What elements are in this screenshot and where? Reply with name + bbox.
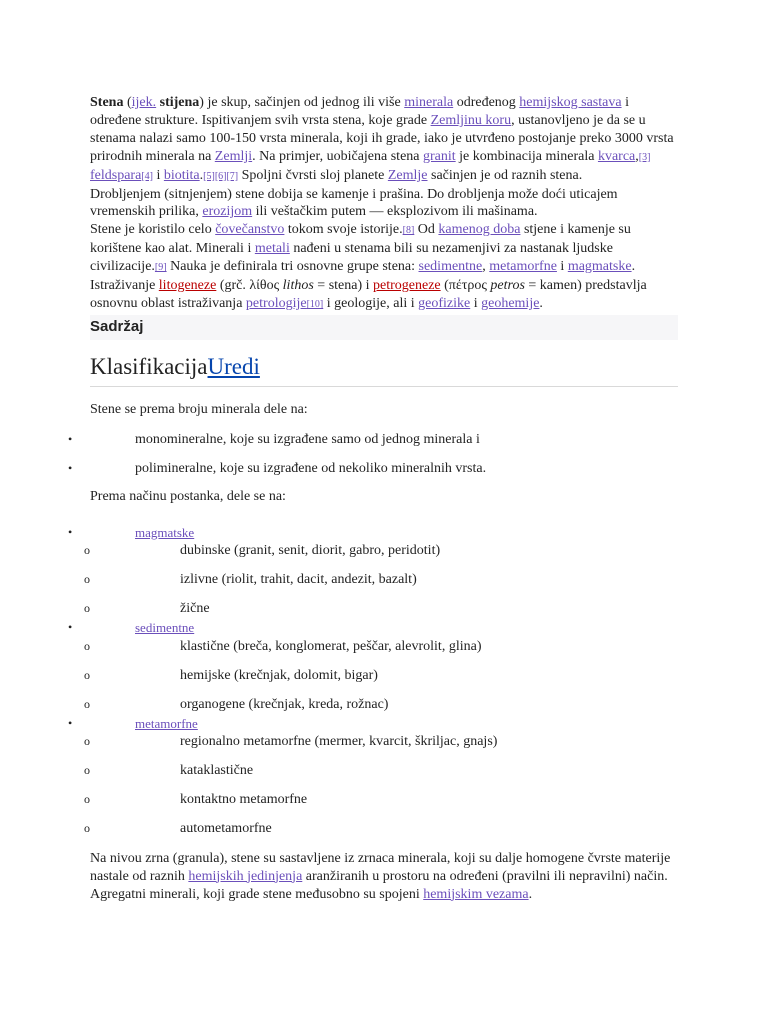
edit-section-link[interactable]: Uredi — [207, 353, 260, 379]
bullet-icon: • — [68, 431, 73, 446]
paragraph-upotreba: Stene je koristilo celo čovečanstvo tokom svoje istorije.[8] Od kamenog doba stjene i kamenje su korištene kao alat. Minerali i metali nađeni u stenama bili su nezamenjivi za nastanak ljudske civilizacije.[9] Nauka je definirala tri osnovne grupe stena: sedimentne, metamorfne i magmatske. Istraživanje litogeneze (grč. λίθος lithos = stena) i petrogeneze (πέτρος petros = kamen) predstavlja osnovnu oblast istraživanja petrologije[10] i geologije, ali i geofizike i geohemije. — [90, 222, 647, 311]
link-group-magmatske[interactable]: magmatske — [135, 524, 195, 540]
bullet-icon: • — [68, 619, 73, 634]
article-body — [68, 94, 678, 903]
link-sedimentne[interactable]: sedimentne — [418, 259, 483, 275]
minerals-intro: Stene se prema broju minerala dele na: — [90, 401, 308, 417]
link-hemijskog-sastava[interactable]: hemijskog sastava — [519, 95, 622, 110]
link-geofizike[interactable]: geofizike — [418, 295, 471, 311]
link-granit[interactable]: granit — [423, 148, 456, 164]
link-zemlji[interactable]: Zemlji — [214, 148, 253, 164]
link-covecanstvo[interactable]: čovečanstvo — [215, 222, 285, 238]
section-heading-klasifikacija — [90, 354, 678, 387]
bullet-icon: • — [68, 524, 73, 539]
circle-bullet-icon: o — [84, 820, 90, 835]
circle-bullet-icon: o — [84, 733, 90, 748]
link-erozijom[interactable]: erozijom — [202, 204, 253, 220]
ref-9[interactable]: [9] — [154, 262, 167, 274]
origin-intro: Prema načinu postanka, dele se na: — [90, 488, 286, 504]
link-biotita[interactable]: biotita — [163, 167, 200, 183]
term-stena: Stena — [90, 95, 124, 110]
circle-bullet-icon: o — [84, 600, 90, 615]
ref-8[interactable]: [8] — [402, 225, 415, 237]
paragraph-drobljenje: Drobljenjem (sitnjenjem) stene dobija se kamenje i prašina. Do drobljenja može doći uticajem vremenskih prilika, erozijom ili veštačkim putem — eksplozivom ili mašinama. — [90, 186, 618, 220]
ref-3[interactable]: [3] — [638, 151, 651, 163]
link-minerala[interactable]: minerala — [404, 95, 454, 110]
ref-4[interactable]: [4] — [141, 170, 153, 182]
bullet-icon: • — [68, 715, 73, 730]
group-metamorfne — [68, 715, 678, 734]
toc-title: Sadržaj — [90, 317, 144, 335]
link-group-metamorfne[interactable]: metamorfne — [135, 715, 198, 731]
circle-bullet-icon: o — [84, 638, 90, 653]
group-sedimentne — [68, 619, 678, 639]
origin-list — [68, 524, 678, 850]
link-kvarca[interactable]: kvarca — [597, 148, 636, 164]
circle-bullet-icon: o — [84, 791, 90, 806]
ref-5-6-7[interactable]: [5][6][7] — [203, 170, 239, 182]
list-item: o kontaktno metamorfne — [84, 791, 308, 807]
link-zemlje[interactable]: Zemlje — [387, 167, 428, 183]
list-item: o hemijske (krečnjak, dolomit, bigar) — [84, 667, 378, 683]
table-of-contents[interactable] — [90, 315, 678, 340]
ref-10[interactable]: [10] — [306, 298, 324, 310]
list-item: o dubinske (granit, senit, diorit, gabro, peridotit) — [84, 542, 441, 558]
term-stijena: stijena — [159, 95, 200, 110]
circle-bullet-icon: o — [84, 571, 90, 586]
list-item: • polimineralne, koje su izgrađene od nekoliko mineralnih vrsta. — [68, 460, 487, 476]
list-item: o kataklastične — [84, 762, 254, 778]
circle-bullet-icon: o — [84, 542, 90, 557]
link-magmatske[interactable]: magmatske — [567, 259, 632, 275]
link-kamenog-doba[interactable]: kamenog doba — [438, 222, 521, 238]
list-item: • monomineralne, koje su izgrađene samo od jednog minerala i — [68, 431, 480, 447]
link-ijek[interactable]: ijek. — [131, 95, 157, 110]
link-petrogeneze[interactable]: petrogeneze — [373, 278, 441, 294]
link-group-sedimentne[interactable]: sedimentne — [135, 619, 195, 635]
list-item: o autometamorfne — [84, 820, 272, 836]
paragraph-zrna: Na nivou zrna (granula), stene su sastavljene iz zrnaca minerala, koji su dalje homogene čvrste materije nastale od raznih hemijskih jedinjenja aranžiranih u prostoru na određeni (pravilni ili nepravilni) način. Agregatni minerali, koji grade stene međusobno su spojeni hemijskim vezama. — [90, 850, 671, 902]
link-zemljinu-koru[interactable]: Zemljinu koru — [430, 112, 512, 128]
circle-bullet-icon: o — [84, 667, 90, 682]
link-petrologije[interactable]: petrologije — [245, 295, 307, 311]
link-feldspara[interactable]: feldspara — [90, 167, 142, 183]
circle-bullet-icon: o — [84, 762, 90, 777]
list-item: o izlivne (riolit, trahit, dacit, andezit, bazalt) — [84, 571, 417, 587]
section-title: Klasifikacija — [90, 353, 208, 379]
list-item: o žične — [84, 600, 210, 616]
list-item: o organogene (krečnjak, kreda, rožnac) — [84, 696, 389, 712]
link-hemijskim-vezama[interactable]: hemijskim vezama — [423, 886, 529, 902]
lead-paragraph: Stena (ijek. stijena) je skup, sačinjen od jednog ili više minerala određenog hemijskog sastava i određene strukture. Ispitivanjem svih vrsta stena, koje grade Zemljinu koru, ustanovljeno je da se u stenama nalazi samo 100-150 vrsta minerala, koji ih grade, iako je utvrđeno postojanje preko 3000 vrsta prirodnih minerala na Zemlji. Na primjer, uobičajena stena granit je kombinacija minerala kvarca,[3] feldspara[4] i biotita.[5][6][7] Spoljni čvrsti sloj planete Zemlje sačinjen je od raznih stena. — [90, 95, 674, 183]
link-metali[interactable]: metali — [254, 241, 290, 257]
link-metamorfne[interactable]: metamorfne — [489, 259, 557, 275]
group-magmatske — [68, 524, 678, 543]
bullet-icon: • — [68, 460, 73, 475]
circle-bullet-icon: o — [84, 696, 90, 711]
link-litogeneze[interactable]: litogeneze — [158, 278, 217, 294]
list-item: o klastične (breča, konglomerat, peščar, alevrolit, glina) — [84, 638, 482, 654]
list-item: o regionalno metamorfne (mermer, kvarcit, škriljac, gnajs) — [84, 733, 498, 749]
link-geohemije[interactable]: geohemije — [481, 295, 540, 311]
link-hemijskih-jedinjenja[interactable]: hemijskih jedinjenja — [188, 868, 303, 884]
minerals-list — [68, 431, 678, 490]
